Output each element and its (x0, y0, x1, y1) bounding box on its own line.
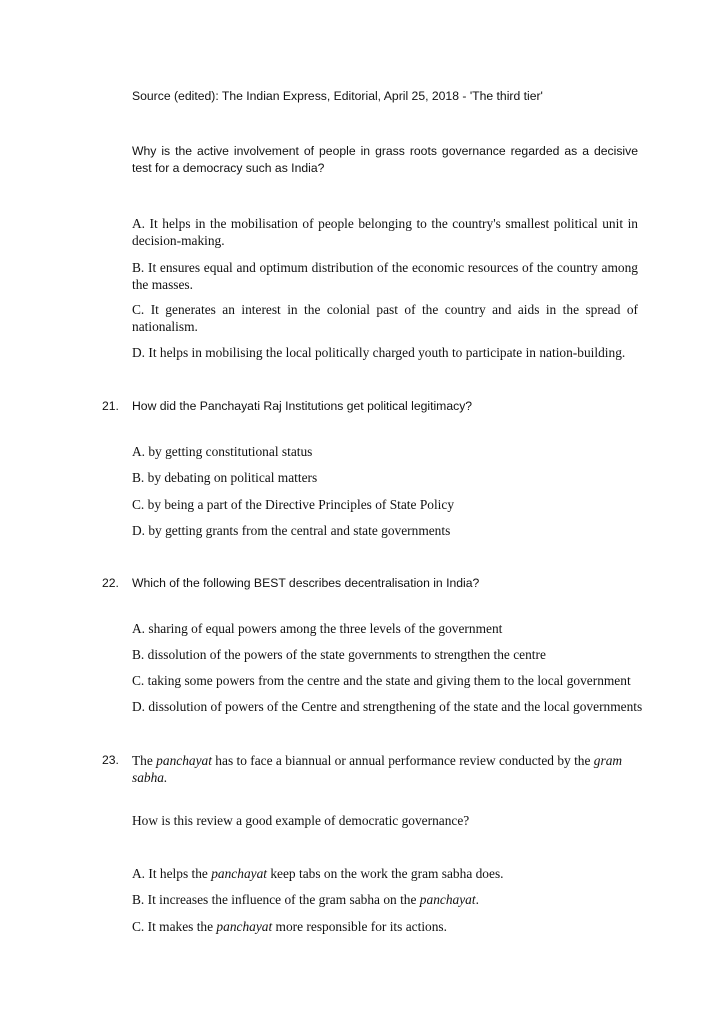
q22-option-c: C. taking some powers from the centre and the state and giving them to the local government (132, 673, 631, 688)
q22-option-a: A. sharing of equal powers among the three levels of the government (132, 621, 503, 636)
q23-option-a (132, 865, 504, 882)
q21-option-c: C. by being a part of the Directive Principles of State Policy (132, 497, 455, 512)
question-21-number: 21. (102, 399, 119, 413)
question-22-text: Which of the following BEST describes decentralisation in India? (132, 576, 480, 590)
q21-option-a: A. by getting constitutional status (132, 444, 313, 459)
option-italic: panchayat (419, 892, 476, 907)
option-italic: panchayat (216, 919, 273, 934)
question-21-text: How did the Panchayati Raj Institutions get political legitimacy? (132, 399, 473, 413)
question-23-text: How is this review a good example of democratic governance? (132, 813, 470, 828)
q21-option-b: B. by debating on political matters (132, 470, 318, 485)
option-text: . (475, 892, 479, 907)
q22-option-b: B. dissolution of the powers of the state governments to strengthen the centre (132, 647, 546, 662)
q20-option-d: D. It helps in mobilising the local politically charged youth to participate in nation-building. (132, 345, 626, 360)
question-23-number: 23. (102, 753, 119, 767)
stem-text: has to face a biannual or annual performance review conducted by the (211, 753, 594, 768)
option-text: B. It increases the influence of the gram sabha on the (132, 892, 420, 907)
question-22-number: 22. (102, 576, 119, 590)
stem-italic-panchayat: panchayat (156, 753, 212, 768)
q23-option-b (132, 891, 479, 908)
q23-option-c (132, 918, 447, 935)
q20-option-b: B. It ensures equal and optimum distribution of the economic resources of the country among the masses. (132, 260, 638, 292)
question-20-text: Why is the active involvement of people in grass roots governance regarded as a decisive test for a democracy such as India? (132, 144, 638, 175)
option-text: more responsible for its actions. (272, 919, 447, 934)
stem-italic-gram-sabha: gram sabha. (132, 753, 623, 785)
option-text: C. It makes the (132, 919, 217, 934)
option-italic: panchayat (211, 866, 267, 881)
stem-text: The (132, 753, 157, 768)
q20-option-a: A. It helps in the mobilisation of people belonging to the country's smallest political unit in decision-making. (132, 216, 638, 248)
option-text: keep tabs on the work the gram sabha does. (267, 866, 504, 881)
q22-option-d: D. dissolution of powers of the Centre and strengthening of the state and the local governments (132, 699, 643, 714)
option-text: A. It helps the (132, 866, 212, 881)
q20-option-c: C. It generates an interest in the colonial past of the country and aids in the spread of nationalism. (132, 302, 638, 334)
question-23-stem (132, 752, 632, 786)
q21-option-d: D. by getting grants from the central and state governments (132, 523, 451, 538)
source-line: Source (edited): The Indian Express, Editorial, April 25, 2018 - 'The third tier' (132, 89, 543, 103)
